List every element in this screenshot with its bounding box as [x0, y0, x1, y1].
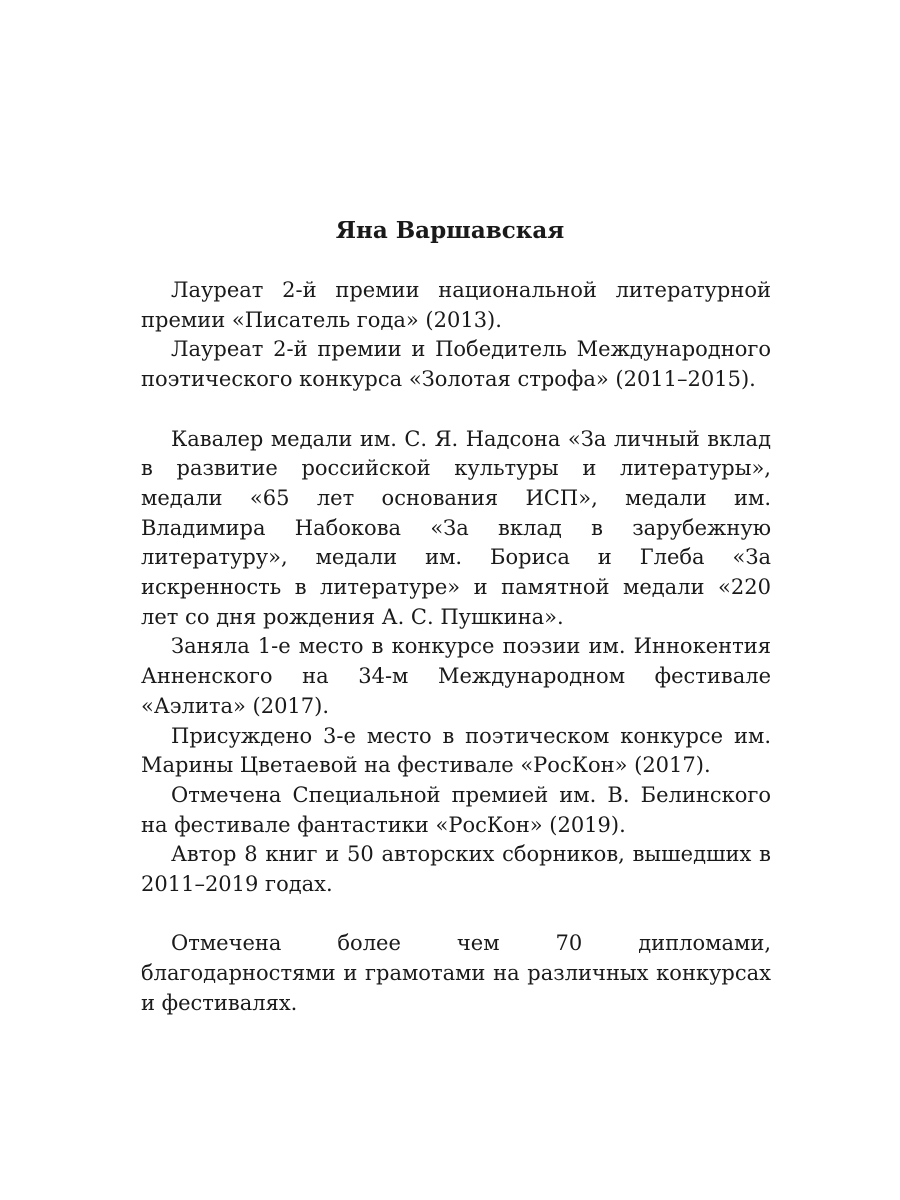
diplomas-paragraph: Отмечена более чем 70 дипломами, благодарностями и грамотами на различных конкурсах и фестивалях. — [141, 931, 771, 1015]
books-paragraph: Автор 8 книг и 50 авторских сборников, вышедших в 2011–2019 годах. — [141, 842, 771, 897]
medals-paragraph: Кавалер медали им. С. Я. Надсона «За личный вклад в развитие российской культуры и литературы», медали «65 лет основания ИСП», медали им. Владимира Набокова «За вклад в зарубежную литературу», медали им. Бориса и Глеба «За искренность в литературе» и памятной медали «220 лет со дня рождения А. С. Пушкина». — [141, 426, 771, 629]
award-paragraph-aelita: Заняла 1-е место в конкурсе поэзии им. Иннокентия Анненского на 34-м Международном фестивале «Аэлита» (2017). — [141, 634, 771, 718]
award-paragraph-writer-of-year: Лауреат 2-й премии национальной литературной премии «Писатель года» (2013). — [141, 278, 771, 332]
biography-text — [141, 276, 771, 1019]
award-paragraph-roscon-2019: Отмечена Специальной премией им. В. Белинского на фестивале фантастики «РосКон» (2019). — [141, 782, 771, 837]
author-name-heading: Яна Варшавская — [335, 217, 565, 244]
award-paragraph-golden-stanza: Лауреат 2-й премии и Победитель Международного поэтического конкурса «Золотая строфа» (2011–2015). — [141, 337, 771, 392]
paragraph-spacer — [141, 395, 771, 425]
paragraph-spacer — [141, 900, 771, 930]
award-paragraph-roscon-2017: Присуждено 3-е место в поэтическом конкурсе им. Марины Цветаевой на фестивале «РосКон» (2017). — [141, 723, 771, 778]
